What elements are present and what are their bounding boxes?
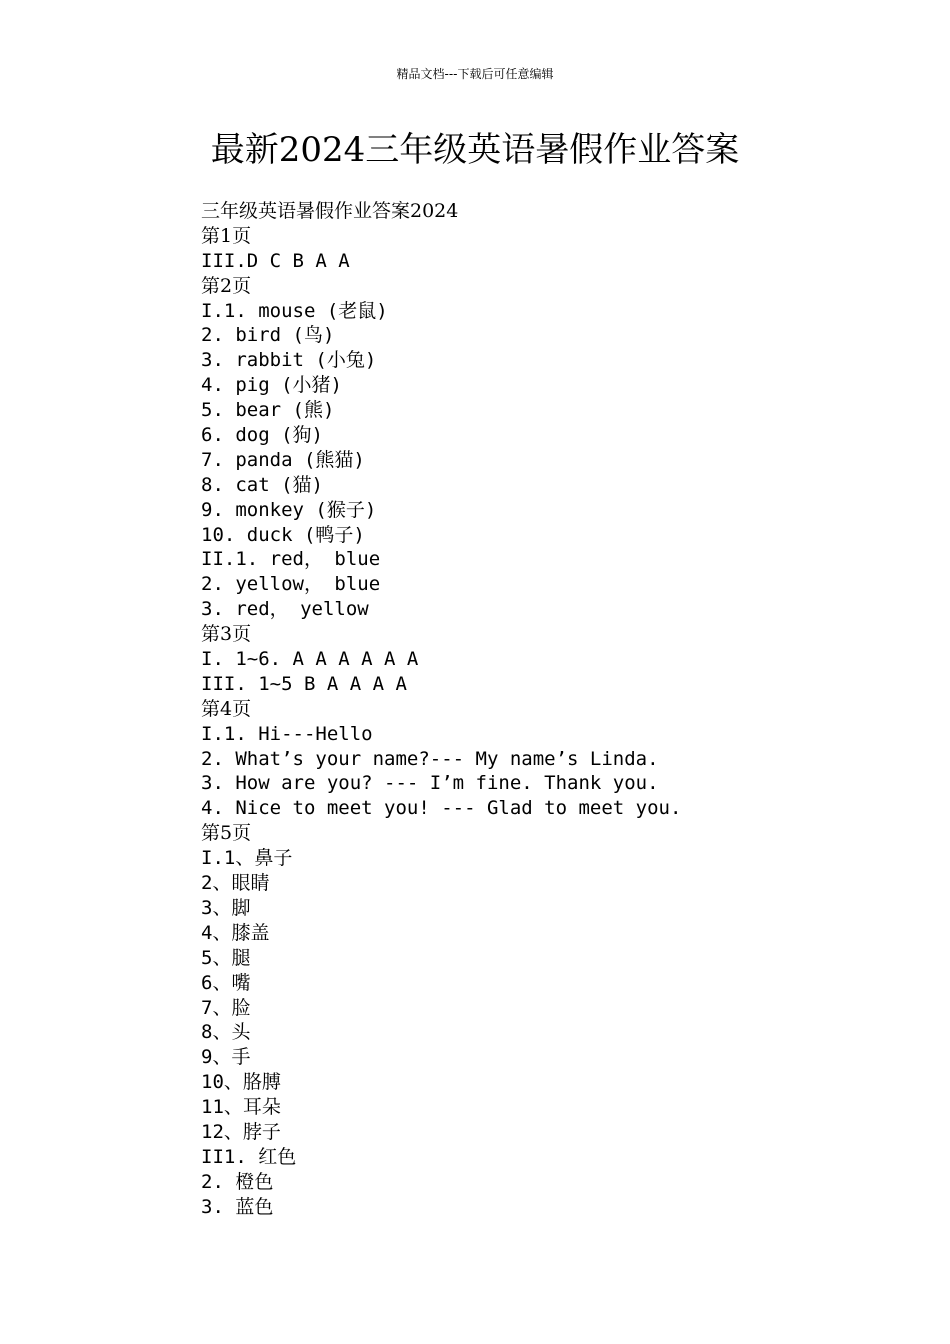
answer-line: I.1. Hi---Hello xyxy=(201,722,373,745)
answer-line: 4、膝盖 xyxy=(201,921,270,944)
answer-line: I.1、鼻子 xyxy=(201,847,293,870)
answer-line: 2. bird (鸟) xyxy=(201,324,335,347)
answer-line: 4. pig (小猪) xyxy=(201,374,342,397)
answer-line: 6、嘴 xyxy=(201,971,251,994)
answer-line: 7、脸 xyxy=(201,996,251,1019)
page-1-heading: 第1页 xyxy=(201,224,252,247)
answer-line: 11、耳朵 xyxy=(201,1096,281,1119)
answer-line: 2、眼睛 xyxy=(201,872,270,895)
answer-line: III.D C B A A xyxy=(201,249,350,272)
answer-line: 3. How are you? --- I’m fine. Thank you. xyxy=(201,772,659,795)
answer-line: 3. rabbit (小兔) xyxy=(201,349,377,372)
page-title: 最新2024三年级英语暑假作业答案 xyxy=(210,130,740,170)
answer-line: 5. bear (熊) xyxy=(201,399,335,422)
answer-line: 3. red， yellow xyxy=(201,598,369,621)
answer-line: 5、腿 xyxy=(201,946,251,969)
answer-line: 12、脖子 xyxy=(201,1120,281,1143)
page-5-heading: 第5页 xyxy=(201,822,252,845)
answer-line: 6. dog (狗) xyxy=(201,424,323,447)
answer-line: I. 1~6. A A A A A A xyxy=(201,648,419,671)
page-4-heading: 第4页 xyxy=(201,697,252,720)
answer-content xyxy=(201,199,901,1220)
answer-line: 10、胳膊 xyxy=(201,1071,281,1094)
page-header-watermark: 精品文档---下载后可任意编辑 xyxy=(396,67,554,81)
answer-line: II1. 红色 xyxy=(201,1145,297,1168)
answer-line: I.1. mouse (老鼠) xyxy=(201,299,388,322)
answer-line: 3. 蓝色 xyxy=(201,1195,274,1218)
answer-line: II.1. red， blue xyxy=(201,548,381,571)
answer-line: 3、脚 xyxy=(201,896,251,919)
answer-line: 10. duck (鸭子) xyxy=(201,523,365,546)
answer-line: 4. Nice to meet you! --- Glad to meet you. xyxy=(201,797,682,820)
answer-line: 2. yellow， blue xyxy=(201,573,381,596)
answer-line: 8. cat (猫) xyxy=(201,473,323,496)
page-2-heading: 第2页 xyxy=(201,274,252,297)
answer-line: 7. panda (熊猫) xyxy=(201,448,365,471)
subtitle-line: 三年级英语暑假作业答案2024 xyxy=(201,200,459,222)
answer-line: III. 1~5 B A A A A xyxy=(201,672,407,695)
answer-line: 9、手 xyxy=(201,1046,251,1069)
answer-line: 2. 橙色 xyxy=(201,1170,274,1193)
answer-line: 8、头 xyxy=(201,1021,251,1044)
page-3-heading: 第3页 xyxy=(201,623,252,646)
answer-line: 2. What’s your name?--- My name’s Linda. xyxy=(201,747,659,770)
answer-line: 9. monkey (猴子) xyxy=(201,498,377,521)
